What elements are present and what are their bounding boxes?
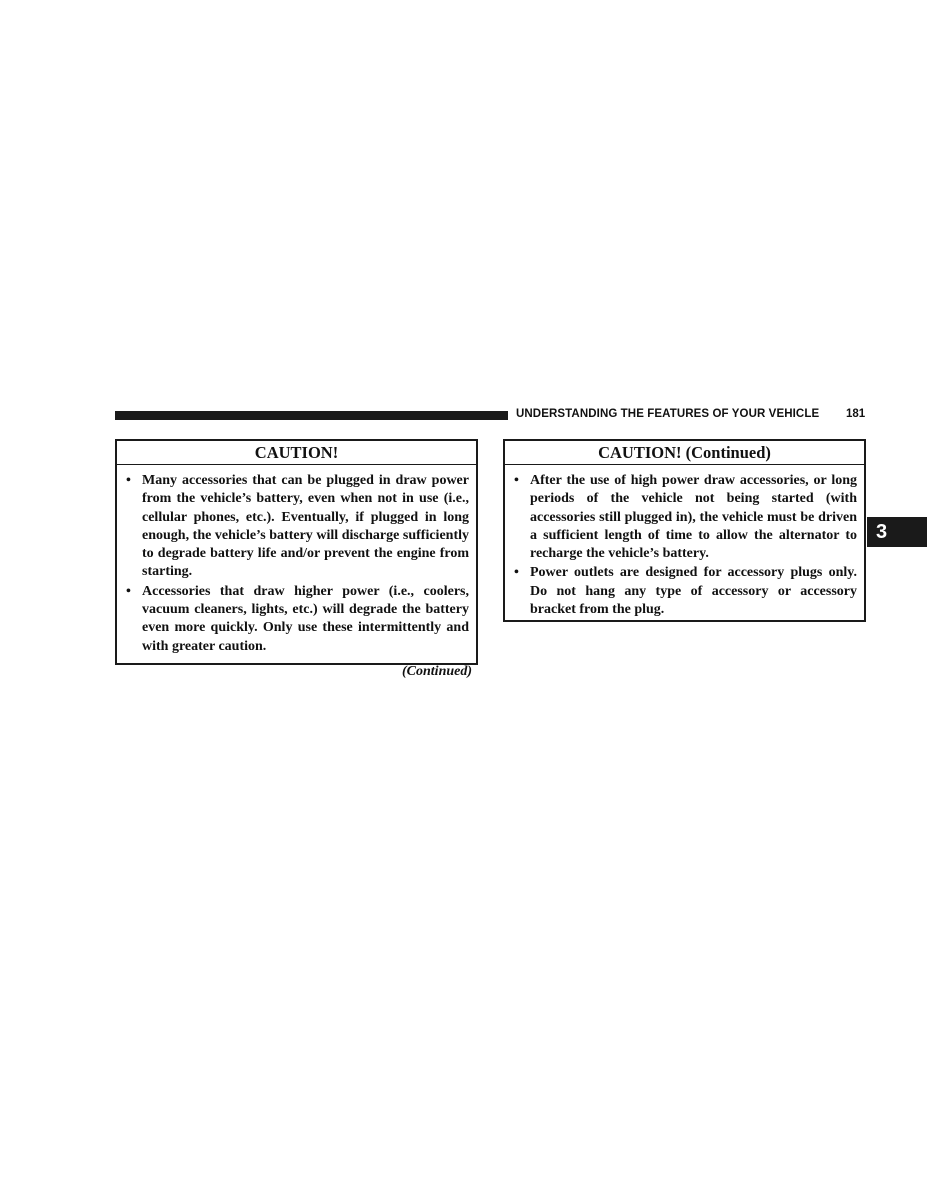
section-title: UNDERSTANDING THE FEATURES OF YOUR VEHICLE [516, 408, 820, 420]
caution-list [505, 465, 864, 619]
caution-item: • Power outlets are designed for accessory plugs only. Do not hang any type of accessory or accessory bracket from the plug. [514, 565, 857, 618]
caution-list [117, 465, 476, 656]
caution-box-right [503, 439, 866, 622]
caution-title: CAUTION! [117, 441, 476, 465]
header-rule [115, 411, 508, 420]
caution-item: • After the use of high power draw accessories, or long periods of the vehicle not being started (with accessories still plugged in), the vehicle must be driven a sufficient length of time to allow the alternator to recharge the vehicle’s battery. [514, 473, 857, 562]
bullet-icon: • [126, 473, 131, 488]
caution-item: • Accessories that draw higher power (i.e., coolers, vacuum cleaners, lights, etc.) will degrade the battery even more quickly. Only use these intermittently and with greater caution. [126, 583, 469, 654]
page-number: 181 [846, 408, 866, 420]
continued-note: (Continued) [402, 664, 473, 679]
chapter-tab: 3 [867, 517, 927, 547]
bullet-icon: • [514, 565, 519, 581]
bullet-icon: • [126, 583, 131, 599]
caution-title: CAUTION! (Continued) [505, 441, 864, 465]
caution-box-left [115, 439, 478, 665]
caution-item: • Many accessories that can be plugged in draw power from the vehicle’s battery, even when not in use (i.e., cellular phones, etc.). Eventually, if plugged in long enough, the vehicle’s battery will discharge sufficiently to degrade battery life and/or prevent the engine from starting. [126, 473, 469, 580]
bullet-icon: • [514, 473, 519, 488]
